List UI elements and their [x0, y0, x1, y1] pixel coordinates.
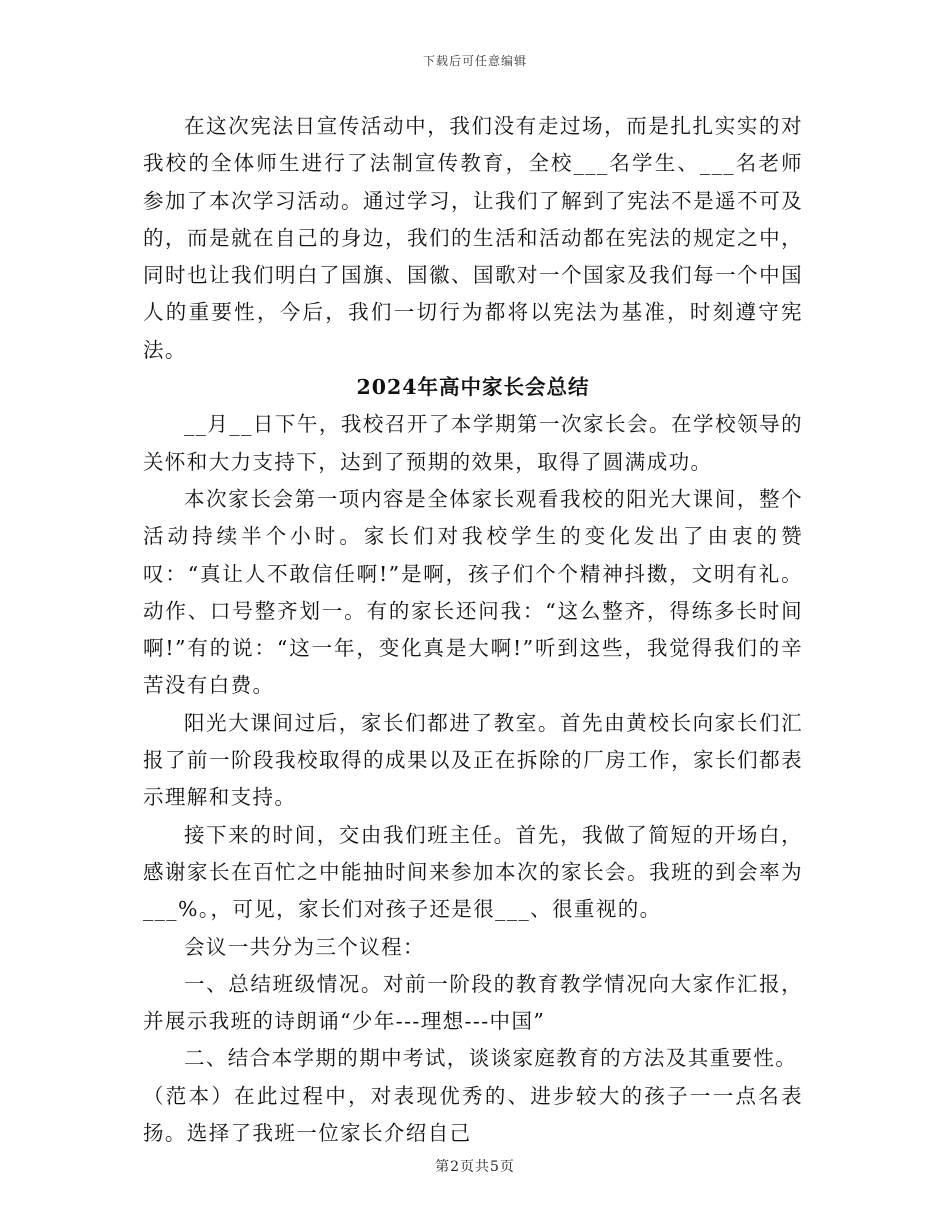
paragraph: 二、结合本学期的期中考试，谈谈家庭教育的方法及其重要性。 — [184, 1046, 798, 1071]
paragraph-constitution-day: 在这次宪法日宣传活动中，我们没有走过场，而是扎扎实实的对我校的全体师生进行了法制宣传教育，全校___名学生、___名老师参加了本次学习活动。通过学习，让我们了解到了宪法不是遥不可及的，而是就在自己的身边，我们的生活和活动都在宪法的规定之中，同时也让我们明白了国旗、国徽、国歌对一个国家及我们每一个中国人的重要性，今后，我们一切行为都将以宪法为基准，时刻遵守宪法。 — [143, 114, 803, 362]
paragraph: __月__日下午，我校召开了本学期第一次家长会。在学校领导的关怀和大力支持下，达到了预期的效果，取得了圆满成功。 — [143, 412, 803, 474]
header-note: 下载后可任意编辑 — [422, 54, 527, 68]
document-title: 2024年高中家长会总结 — [356, 375, 590, 400]
paragraph: 会议一共分为三个议程： — [184, 934, 425, 959]
paragraph: 一、总结班级情况。对前一阶段的教育教学情况向大家作汇报，并展示我班的诗朗诵“少年---理想---中国” — [143, 971, 803, 1034]
paragraph: 接下来的时间，交由我们班主任。首先，我做了简短的开场白，感谢家长在百忙之中能抽时间来参加本次的家长会。我班的到会率为___%。，可见，家长们对孩子还是很___、很重视的。 — [143, 822, 803, 922]
document-body — [143, 108, 803, 1152]
paragraph: （范本）在此过程中，对表现优秀的、进步较大的孩子一一点名表扬。选择了我班一位家长介绍自己 — [143, 1083, 803, 1146]
page-number: 第2页共5页 — [435, 1159, 515, 1175]
paragraph: 阳光大课间过后，家长们都进了教室。首先由黄校长向家长们汇报了前一阶段我校取得的成果以及正在拆除的厂房工作，家长们都表示理解和支持。 — [143, 710, 803, 810]
paragraph: 本次家长会第一项内容是全体家长观看我校的阳光大课间，整个活动持续半个小时。家长们对我校学生的变化发出了由衷的赞叹：“真让人不敢信任啊!”是啊，孩子们个个精神抖擞，文明有礼。动作、口号整齐划一。有的家长还问我：“这么整齐，得练多长时间啊!”有的说：“这一年，变化真是大啊!”听到这些，我觉得我们的辛苦没有白费。 — [143, 486, 803, 698]
